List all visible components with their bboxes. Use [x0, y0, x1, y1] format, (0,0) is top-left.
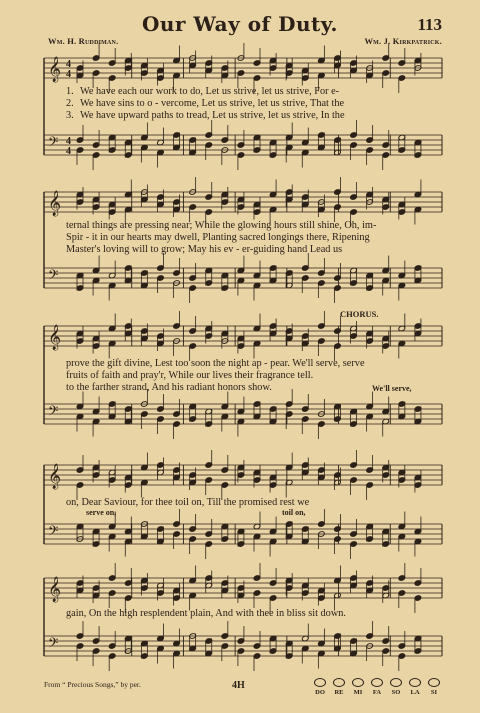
lyric-line: on, Dear Saviour, for thee toil on, Till the promised rest we: [66, 497, 310, 508]
svg-text:𝄢: 𝄢: [48, 523, 59, 542]
svg-text:𝄢: 𝄢: [48, 134, 59, 153]
lyric-line: to the farther strand, And his radiant honors show.: [66, 382, 272, 393]
svg-text:4: 4: [66, 136, 71, 147]
solfa-legend: [312, 678, 442, 696]
svg-text:4: 4: [66, 146, 71, 157]
lyric-line: gain, On the high resplendent plain, And with thee in bliss sit down.: [66, 608, 346, 619]
chorus-label: CHORUS.: [340, 309, 379, 319]
lyric-line: 2. We have sins to o - vercome, Let us strive, let us strive, That the: [66, 98, 345, 109]
lyric-line: 3. We have upward paths to tread, Let us strive, let us strive, In the: [66, 110, 345, 121]
solfa-note: SI: [426, 678, 442, 696]
words-credit: Wm. H. Ruddiman.: [48, 36, 119, 46]
solfa-note: FA: [369, 678, 385, 696]
source-credit: From “ Precious Songs,” by per.: [44, 680, 141, 689]
svg-text:𝄢: 𝄢: [48, 267, 59, 286]
svg-text:𝄢: 𝄢: [48, 635, 59, 654]
svg-text:𝄞: 𝄞: [48, 325, 62, 350]
svg-text:𝄞: 𝄞: [48, 57, 62, 82]
svg-text:4: 4: [66, 59, 71, 70]
solfa-note: MI: [350, 678, 366, 696]
lyric-line: prove the gift divine, Lest too soon the night ap - pear. We'll serve, serve: [66, 358, 365, 369]
page-number: 113: [417, 15, 442, 34]
chorus-cue: We'll serve,: [372, 384, 412, 393]
music-credit: Wm. J. Kirkpatrick.: [364, 36, 442, 46]
solfa-note: SO: [388, 678, 404, 696]
lyric-line: 1. We have each our work to do, Let us strive, let us strive, For e-: [66, 86, 340, 97]
solfa-note: LA: [407, 678, 423, 696]
svg-text:𝄞: 𝄞: [48, 577, 62, 602]
lyric-line: Spir - it in our hearts may dwell, Planting sacred longings there, Ripening: [66, 232, 370, 243]
lyric-line: Master's loving will to grow; May his ev - er-guiding hand Lead us: [66, 244, 343, 255]
solfa-note: DO: [312, 678, 328, 696]
svg-text:4: 4: [66, 69, 71, 80]
lyric-line: fruits of faith and pray'r, While our lives their fragrance tell.: [66, 370, 314, 381]
svg-text:𝄞: 𝄞: [48, 191, 62, 216]
solfa-note: RE: [331, 678, 347, 696]
bass-cue: serve on,: [86, 508, 117, 517]
svg-text:𝄢: 𝄢: [48, 403, 59, 422]
lyric-line: ternal things are pressing near; While the glowing hours still shine, Oh, im-: [66, 220, 377, 231]
hymn-title: Our Way of Duty.: [141, 12, 339, 36]
bass-cue: toil on,: [282, 508, 306, 517]
signature-mark: 4H: [232, 680, 245, 691]
svg-text:𝄞: 𝄞: [48, 464, 62, 489]
